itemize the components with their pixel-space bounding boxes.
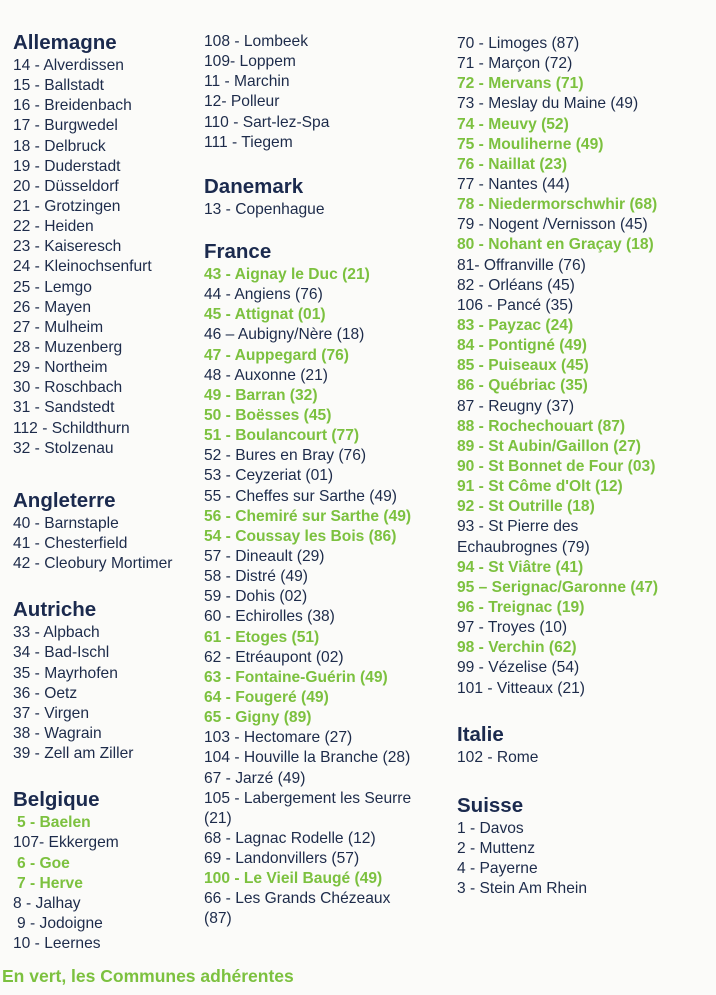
commune-item: 4 - Payerne — [457, 860, 538, 878]
commune-item: 52 - Bures en Bray (76) — [204, 447, 367, 465]
member-commune-item: 6 - Goe — [17, 854, 70, 872]
commune-item: 17 - Burgwedel — [13, 117, 118, 135]
commune-item: 35 - Mayrhofen — [13, 664, 118, 682]
member-commune-item: 85 - Puiseaux (45) — [457, 357, 589, 375]
country-section — [13, 596, 208, 764]
country-heading: Belgique — [13, 788, 100, 812]
commune-item: 101 - Vitteaux (21) — [457, 679, 586, 697]
commune-item: 104 - Houville la Branche (28) — [204, 749, 411, 767]
commune-item: (87) — [204, 910, 232, 928]
commune-item: 81- Offranville (76) — [457, 256, 586, 274]
commune-item: 69 - Landonvillers (57) — [204, 850, 360, 868]
commune-item: 3 - Stein Am Rhein — [457, 880, 588, 898]
country-section — [204, 32, 454, 153]
country-heading: Italie — [457, 722, 504, 746]
footer-legend: En vert, les Communes adhérentes — [2, 966, 294, 986]
member-commune-item: 45 - Attignat (01) — [204, 306, 326, 324]
member-commune-item: 56 - Chemiré sur Sarthe (49) — [204, 507, 412, 525]
member-commune-item: 84 - Pontigné (49) — [457, 337, 587, 355]
commune-item: 62 - Etréaupont (02) — [204, 648, 344, 666]
commune-item: 57 - Dineault (29) — [204, 547, 325, 565]
commune-item: 73 - Meslay du Maine (49) — [457, 95, 639, 113]
commune-item: 46 – Aubigny/Nère (18) — [204, 326, 365, 344]
column-1 — [13, 29, 208, 954]
commune-item: 97 - Troyes (10) — [457, 619, 568, 637]
commune-item: 14 - Alverdissen — [13, 57, 124, 74]
member-commune-item: 100 - Le Vieil Baugé (49) — [204, 870, 383, 888]
commune-item: 106 - Pancé (35) — [457, 296, 574, 314]
country-section — [457, 792, 715, 900]
commune-item: 102 - Rome — [457, 748, 539, 766]
member-commune-item: 65 - Gigny (89) — [204, 709, 312, 727]
member-commune-item: 7 - Herve — [17, 874, 83, 892]
commune-item: 11 - Marchin — [204, 73, 290, 91]
commune-item: 93 - St Pierre des — [457, 518, 579, 536]
commune-item: 22 - Heiden — [13, 218, 94, 236]
member-commune-item: 51 - Boulancourt (77) — [204, 427, 360, 445]
commune-item: 107- Ekkergem — [13, 834, 119, 852]
commune-item: 105 - Labergement les Seurre — [204, 789, 412, 807]
commune-item: 32 - Stolzenau — [13, 439, 114, 457]
commune-item: 12- Polleur — [204, 93, 280, 111]
country-heading: Suisse — [457, 793, 524, 817]
member-commune-item: 92 - St Outrille (18) — [457, 498, 595, 516]
commune-item: 25 - Lemgo — [13, 278, 92, 296]
member-commune-item: 74 - Meuvy (52) — [457, 115, 569, 133]
commune-item: 48 - Auxonne (21) — [204, 366, 328, 384]
commune-item: 27 - Mulheim — [13, 318, 104, 336]
commune-item: 19 - Duderstadt — [13, 157, 121, 175]
commune-item: 59 - Dohis (02) — [204, 588, 308, 606]
commune-item: 23 - Kaiseresch — [13, 238, 122, 256]
commune-item: 8 - Jalhay — [13, 894, 81, 912]
member-commune-item: 89 - St Aubin/Gaillon (27) — [457, 437, 641, 455]
member-commune-item: 80 - Nohant en Graçay (18) — [457, 236, 654, 254]
member-commune-item: 54 - Coussay les Bois (86) — [204, 527, 397, 545]
country-heading: Autriche — [13, 598, 97, 622]
commune-item: 70 - Limoges (87) — [457, 35, 580, 52]
country-section — [204, 173, 454, 220]
commune-item: 42 - Cleobury Mortimer — [13, 555, 173, 573]
commune-item: 108 - Lombeek — [204, 33, 309, 50]
member-commune-item: 88 - Rochechouart (87) — [457, 417, 626, 435]
commune-item: 2 - Muttenz — [457, 839, 535, 857]
country-heading: Allemagne — [13, 31, 117, 54]
member-commune-item: 96 - Treignac (19) — [457, 598, 585, 616]
commune-item: 68 - Lagnac Rodelle (12) — [204, 829, 376, 847]
member-commune-item: 5 - Baelen — [17, 814, 91, 832]
commune-item: 110 - Sart-lez-Spa — [204, 113, 330, 131]
country-section — [13, 29, 208, 459]
commune-item: 30 - Roschbach — [13, 379, 123, 397]
commune-item: 82 - Orléans (45) — [457, 276, 575, 294]
member-commune-item: 76 - Naillat (23) — [457, 155, 568, 173]
commune-item: 109- Loppem — [204, 53, 296, 71]
member-commune-item: 50 - Boësses (45) — [204, 406, 332, 424]
commune-item: 20 - Düsseldorf — [13, 177, 119, 195]
commune-item: 38 - Wagrain — [13, 724, 102, 742]
commune-item: 87 - Reugny (37) — [457, 397, 575, 415]
member-commune-item: 95 – Serignac/Garonne (47) — [457, 578, 659, 596]
commune-item: 33 - Alpbach — [13, 624, 100, 642]
member-commune-item: 49 - Barran (32) — [204, 386, 318, 404]
commune-item: 55 - Cheffes sur Sarthe (49) — [204, 487, 397, 505]
country-heading: Angleterre — [13, 488, 116, 512]
member-commune-item: 43 - Aignay le Duc (21) — [204, 265, 370, 283]
commune-item: 1 - Davos — [457, 819, 524, 837]
member-commune-item: 72 - Mervans (71) — [457, 75, 584, 93]
commune-item: 37 - Virgen — [13, 704, 89, 722]
commune-item: 99 - Vézelise (54) — [457, 659, 580, 677]
member-commune-item: 64 - Fougeré (49) — [204, 688, 329, 706]
country-heading: France — [204, 239, 272, 263]
commune-item: 41 - Chesterfield — [13, 534, 128, 552]
commune-item: 111 - Tiegem — [204, 133, 293, 151]
member-commune-item: 94 - St Viâtre (41) — [457, 558, 584, 576]
commune-item: 34 - Bad-Ischl — [13, 644, 110, 662]
member-commune-item: 90 - St Bonnet de Four (03) — [457, 457, 656, 475]
commune-item: 71 - Marçon (72) — [457, 55, 573, 73]
member-commune-item: 86 - Québriac (35) — [457, 377, 588, 395]
commune-item: 31 - Sandstedt — [13, 399, 115, 417]
commune-item: 36 - Oetz — [13, 684, 78, 702]
commune-item: 44 - Angiens (76) — [204, 286, 323, 304]
country-section — [13, 487, 208, 574]
country-heading: Danemark — [204, 174, 304, 198]
member-commune-item: 91 - St Côme d'Olt (12) — [457, 478, 623, 496]
member-commune-item: 83 - Payzac (24) — [457, 316, 574, 334]
commune-item: 67 - Jarzé (49) — [204, 769, 306, 787]
member-commune-item: 47 - Auppegard (76) — [204, 346, 349, 364]
commune-item: 53 - Ceyzeriat (01) — [204, 467, 334, 485]
commune-item: 13 - Copenhague — [204, 200, 325, 218]
member-commune-item: 61 - Etoges (51) — [204, 628, 320, 646]
commune-item: 29 - Northeim — [13, 359, 108, 377]
country-section — [457, 721, 715, 768]
country-section — [204, 238, 454, 930]
member-commune-item: 78 - Niedermorschwhir (68) — [457, 196, 658, 214]
commune-item: 40 - Barnstaple — [13, 514, 119, 532]
commune-item: 66 - Les Grands Chézeaux — [204, 890, 391, 908]
commune-item: 39 - Zell am Ziller — [13, 745, 134, 763]
commune-item: 21 - Grotzingen — [13, 197, 121, 215]
commune-item: 58 - Distré (49) — [204, 568, 308, 586]
commune-item: 112 - Schildthurn — [13, 419, 130, 437]
column-3 — [457, 34, 715, 899]
country-section — [13, 786, 208, 954]
commune-item: 28 - Muzenberg — [13, 338, 123, 356]
commune-item: 16 - Breidenbach — [13, 97, 132, 115]
commune-item: (21) — [204, 809, 232, 827]
commune-item: 18 - Delbruck — [13, 137, 106, 155]
commune-item: 77 - Nantes (44) — [457, 175, 570, 193]
member-commune-item: 75 - Mouliherne (49) — [457, 135, 604, 153]
country-section — [457, 34, 715, 699]
commune-item: 10 - Leernes — [13, 935, 101, 953]
commune-item: 26 - Mayen — [13, 298, 92, 316]
commune-item: 15 - Ballstadt — [13, 77, 105, 95]
commune-item: 24 - Kleinochsenfurt — [13, 258, 152, 276]
member-commune-item: 98 - Verchin (62) — [457, 639, 577, 657]
commune-item: 60 - Echirolles (38) — [204, 608, 335, 626]
column-2 — [204, 32, 454, 930]
commune-item: 103 - Hectomare (27) — [204, 729, 353, 747]
commune-item: 9 - Jodoigne — [17, 914, 103, 932]
commune-item: 79 - Nogent /Vernisson (45) — [457, 216, 648, 234]
commune-item: Echaubrognes (79) — [457, 538, 590, 556]
member-commune-item: 63 - Fontaine-Guérin (49) — [204, 668, 388, 686]
